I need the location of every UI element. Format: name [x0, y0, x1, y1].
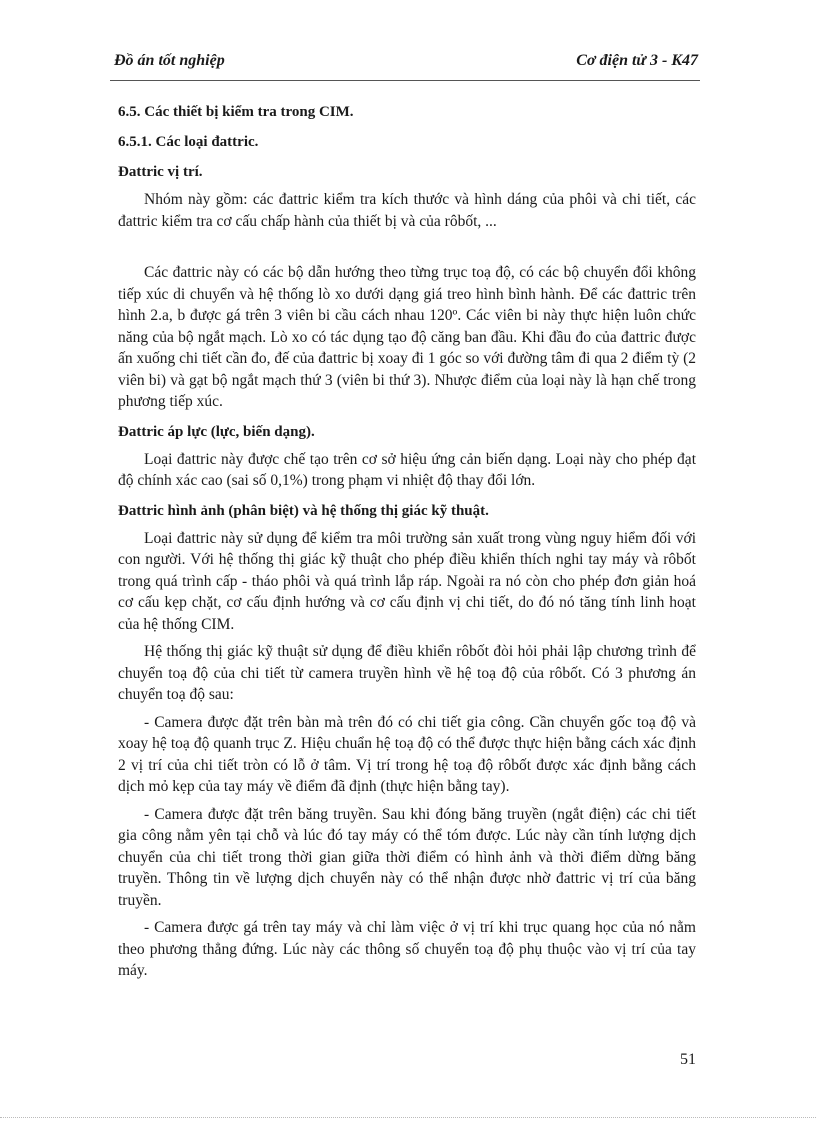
page-number: 51 — [680, 1051, 696, 1068]
paragraph-7: - Camera được đặt trên băng truyền. Sau khi đóng băng truyền (ngắt điện) các chi tiết gia công nằm yên tại chỗ và lúc đó tay máy có thể tóm được. Lúc này cần tính lượng dịch chuyển của chi tiết trong thời gian giữa thời điểm có hình ảnh và thời điểm dừng băng truyền. Thông tin về lượng dịch chuyển này có thể nhận được nhờ đattric vị trí của băng truyền. — [118, 805, 696, 909]
paragraph-2: Các đattric này có các bộ dẫn hướng theo từng trục toạ độ, có các bộ chuyển đổi không tiếp xúc di chuyển và hệ thống lò xo dưới dạng giá treo hình bình hành. Để các đattric trên hình 2.a, b được gá trên 3 viên bi cầu cách nhau 120º. Các viên bi này thực hiện luôn chức năng của bộ ngắt mạch. Lò xo có tác dụng tạo độ căng ban đầu. Khi đầu đo của đattric được ấn xuống chi tiết cần đo, đế của đattric bị xoay đi 1 góc so với đường tâm đi qua 2 điểm tỳ (2 viên bi) và gạt bộ ngắt mạch thứ 3 (viên bi thứ 3). Nhược điểm của loại này là hạn chế trong phương tiếp xúc. — [118, 264, 696, 410]
paragraph-8: - Camera được gá trên tay máy và chỉ làm việc ở vị trí khi trục quang học của nó nằm theo phương thẳng đứng. Lúc này các thông số chuyển toạ độ phụ thuộc vào vị trí của tay máy. — [118, 919, 696, 979]
heading-6-5-1: 6.5.1. Các loại đattric. — [118, 134, 259, 150]
paragraph-5: Hệ thống thị giác kỹ thuật sử dụng để điều khiển rôbốt đòi hỏi phải lập chương trình để chuyển toạ độ của chi tiết từ camera truyền hình về hệ toạ độ của rôbốt. Có 3 phương án chuyển toạ độ sau: — [118, 643, 696, 703]
header-right-title: Cơ điện tử 3 - K47 — [576, 52, 698, 69]
heading-position-sensor: Đattric vị trí. — [118, 164, 203, 180]
page-content — [118, 101, 696, 982]
paragraph-3: Loại đattric này được chế tạo trên cơ sở hiệu ứng cản biến dạng. Loại này cho phép đạt độ chính xác cao (sai số 0,1%) trong phạm vi nhiệt độ thay đổi lớn. — [118, 450, 696, 489]
paragraph-4: Loại đattric này sử dụng để kiểm tra môi trường sản xuất trong vùng nguy hiểm đối với con người. Với hệ thống thị giác kỹ thuật cho phép điều khiển thích nghi tay máy và rôbốt trong quá trình cấp - tháo phôi và quá trình lắp ráp. Ngoài ra nó còn cho phép đơn giản hoá cơ cấu kẹp chặt, cơ cấu định hướng và cơ cấu định vị chi tiết, do đó nó tăng tính linh hoạt của hệ thống CIM. — [118, 529, 696, 633]
header-divider — [110, 80, 700, 81]
heading-image-sensor: Đattric hình ảnh (phân biệt) và hệ thống thị giác kỹ thuật. — [118, 502, 489, 519]
header-left-title: Đồ án tốt nghiệp — [114, 52, 225, 69]
paragraph-6: - Camera được đặt trên bàn mà trên đó có chi tiết gia công. Cần chuyển gốc toạ độ và xoay hệ toạ độ quanh trục Z. Hiệu chuẩn hệ toạ độ có thể được thực hiện bằng cách xác định 2 vị trí của chi tiết tròn có lỗ ở tâm. Vị trí trong hệ toạ độ rôbốt được xác định bằng cách dịch mỏ kẹp của tay máy về điểm đã định (thực hiện bằng tay). — [118, 713, 696, 795]
heading-pressure-sensor: Đattric áp lực (lực, biến dạng). — [118, 423, 315, 440]
footer-divider — [0, 1117, 816, 1118]
heading-6-5: 6.5. Các thiết bị kiểm tra trong CIM. — [118, 104, 354, 120]
paragraph-1: Nhóm này gồm: các đattric kiểm tra kích thước và hình dáng của phôi và chi tiết, các đattric kiểm tra cơ cấu chấp hành của thiết bị và của rôbốt, ... — [118, 191, 696, 230]
